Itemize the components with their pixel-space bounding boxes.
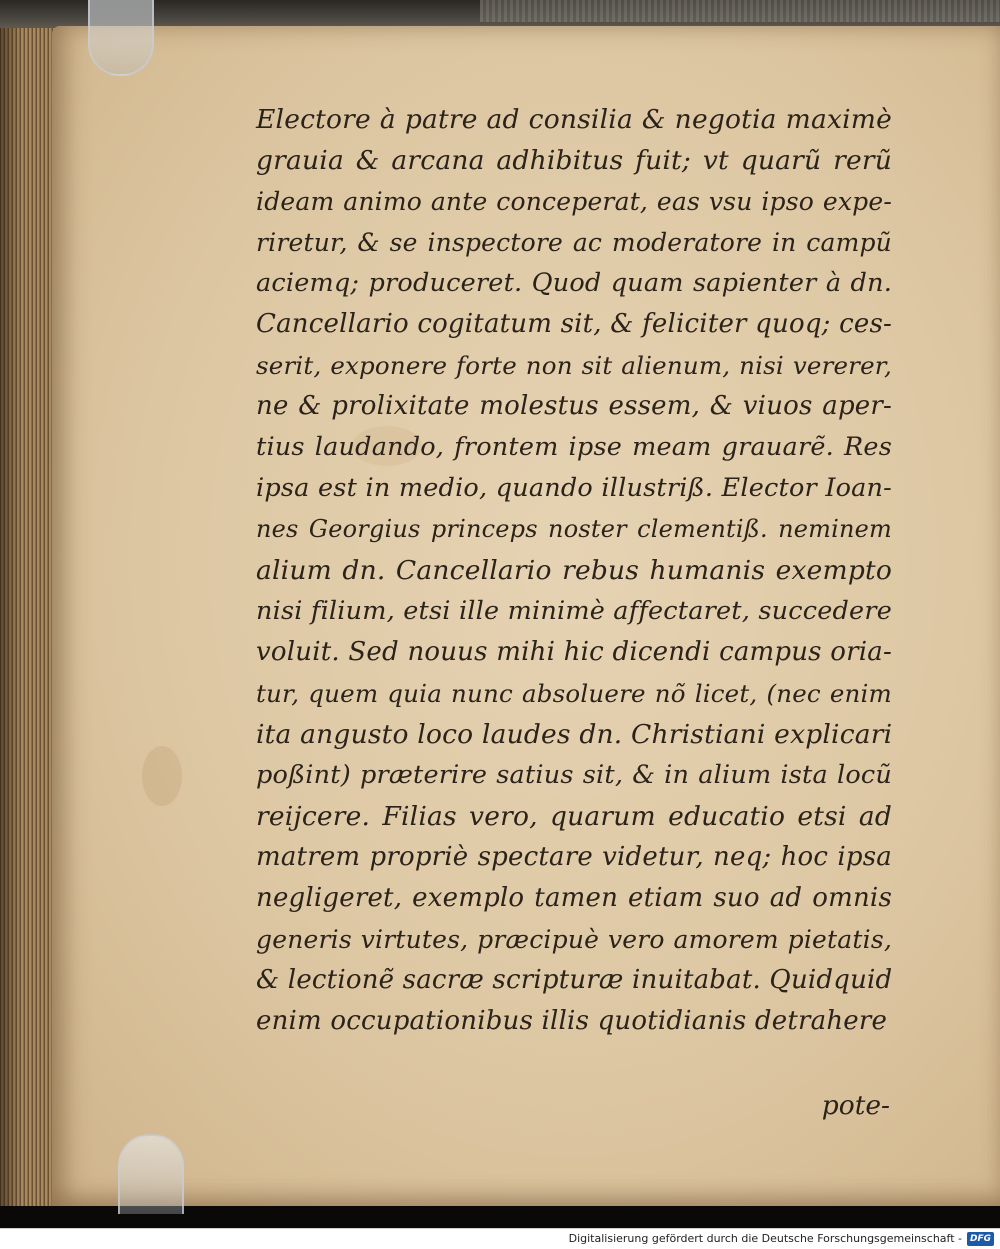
text-line: ita angusto loco laudes dn. Christiani explicari (256, 719, 893, 750)
plastic-clip-top (88, 0, 154, 76)
text-line: tur, quem quia nunc absoluere nõ licet, (nec enim (256, 679, 892, 708)
text-line: matrem propriè spectare videtur, neq; hoc ipsa (256, 842, 892, 872)
digitization-credit: Digitalisierung gefördert durch die Deutsche Forschungsgemeinschaft - (568, 1232, 962, 1245)
text-line: Cancellario cogitatum sit, & feliciter quoq; ces- (256, 309, 892, 339)
text-line: Electore à patre ad consilia & negotia maximè (256, 104, 892, 135)
text-line: generis virtutes, præcipuè vero amorem pietatis, (256, 925, 892, 954)
text-line: nes Georgius princeps noster clementiß. neminem (256, 515, 892, 543)
dfg-logo: DFG (967, 1232, 994, 1246)
page-text-block (256, 99, 892, 1042)
paper-stain (142, 746, 182, 806)
text-line: negligeret, exemplo tamen etiam suo ad omnis (256, 883, 892, 913)
text-line: alium dn. Cancellario rebus humanis exempto (256, 555, 892, 586)
binding-cloth (480, 0, 1000, 22)
text-line: voluit. Sed nouus mihi hic dicendi campus oria- (256, 637, 892, 667)
text-line: nisi filium, etsi ille minimè affectaret, succedere (256, 596, 892, 626)
text-line: reijcere. Filias vero, quarum educatio etsi ad (256, 801, 892, 832)
plastic-clip-bottom (118, 1134, 184, 1214)
text-line: tius laudando, frontem ipse meam grauarẽ. Res (256, 432, 892, 462)
text-line: ipsa est in medio, quando illustriß. Elector Ioan- (256, 473, 892, 503)
text-line: poßint) præterire satius sit, & in alium ista locũ (256, 760, 892, 790)
text-line: serit, exponere forte non sit alienum, nisi vererer, (256, 351, 892, 380)
text-line: grauia & arcana adhibitus fuit; vt quarũ rerũ (256, 145, 892, 176)
footer-strip (0, 1228, 1000, 1249)
page-edges-shadow (0, 28, 22, 1206)
text-line: enim occupationibus illis quotidianis detrahere (256, 1006, 888, 1036)
text-line: ne & prolixitate molestus essem, & viuos aper- (256, 391, 892, 421)
text-line: & lectionẽ sacræ scripturæ inuitabat. Quidquid (256, 965, 893, 995)
catchword: pote- (821, 1090, 890, 1121)
text-line: ideam animo ante conceperat, eas vsu ipso expe- (256, 187, 892, 216)
text-line: aciemq; produceret. Quod quam sapienter à dn. (256, 268, 892, 298)
text-line: riretur, & se inspectore ac moderatore in campũ (256, 228, 892, 257)
